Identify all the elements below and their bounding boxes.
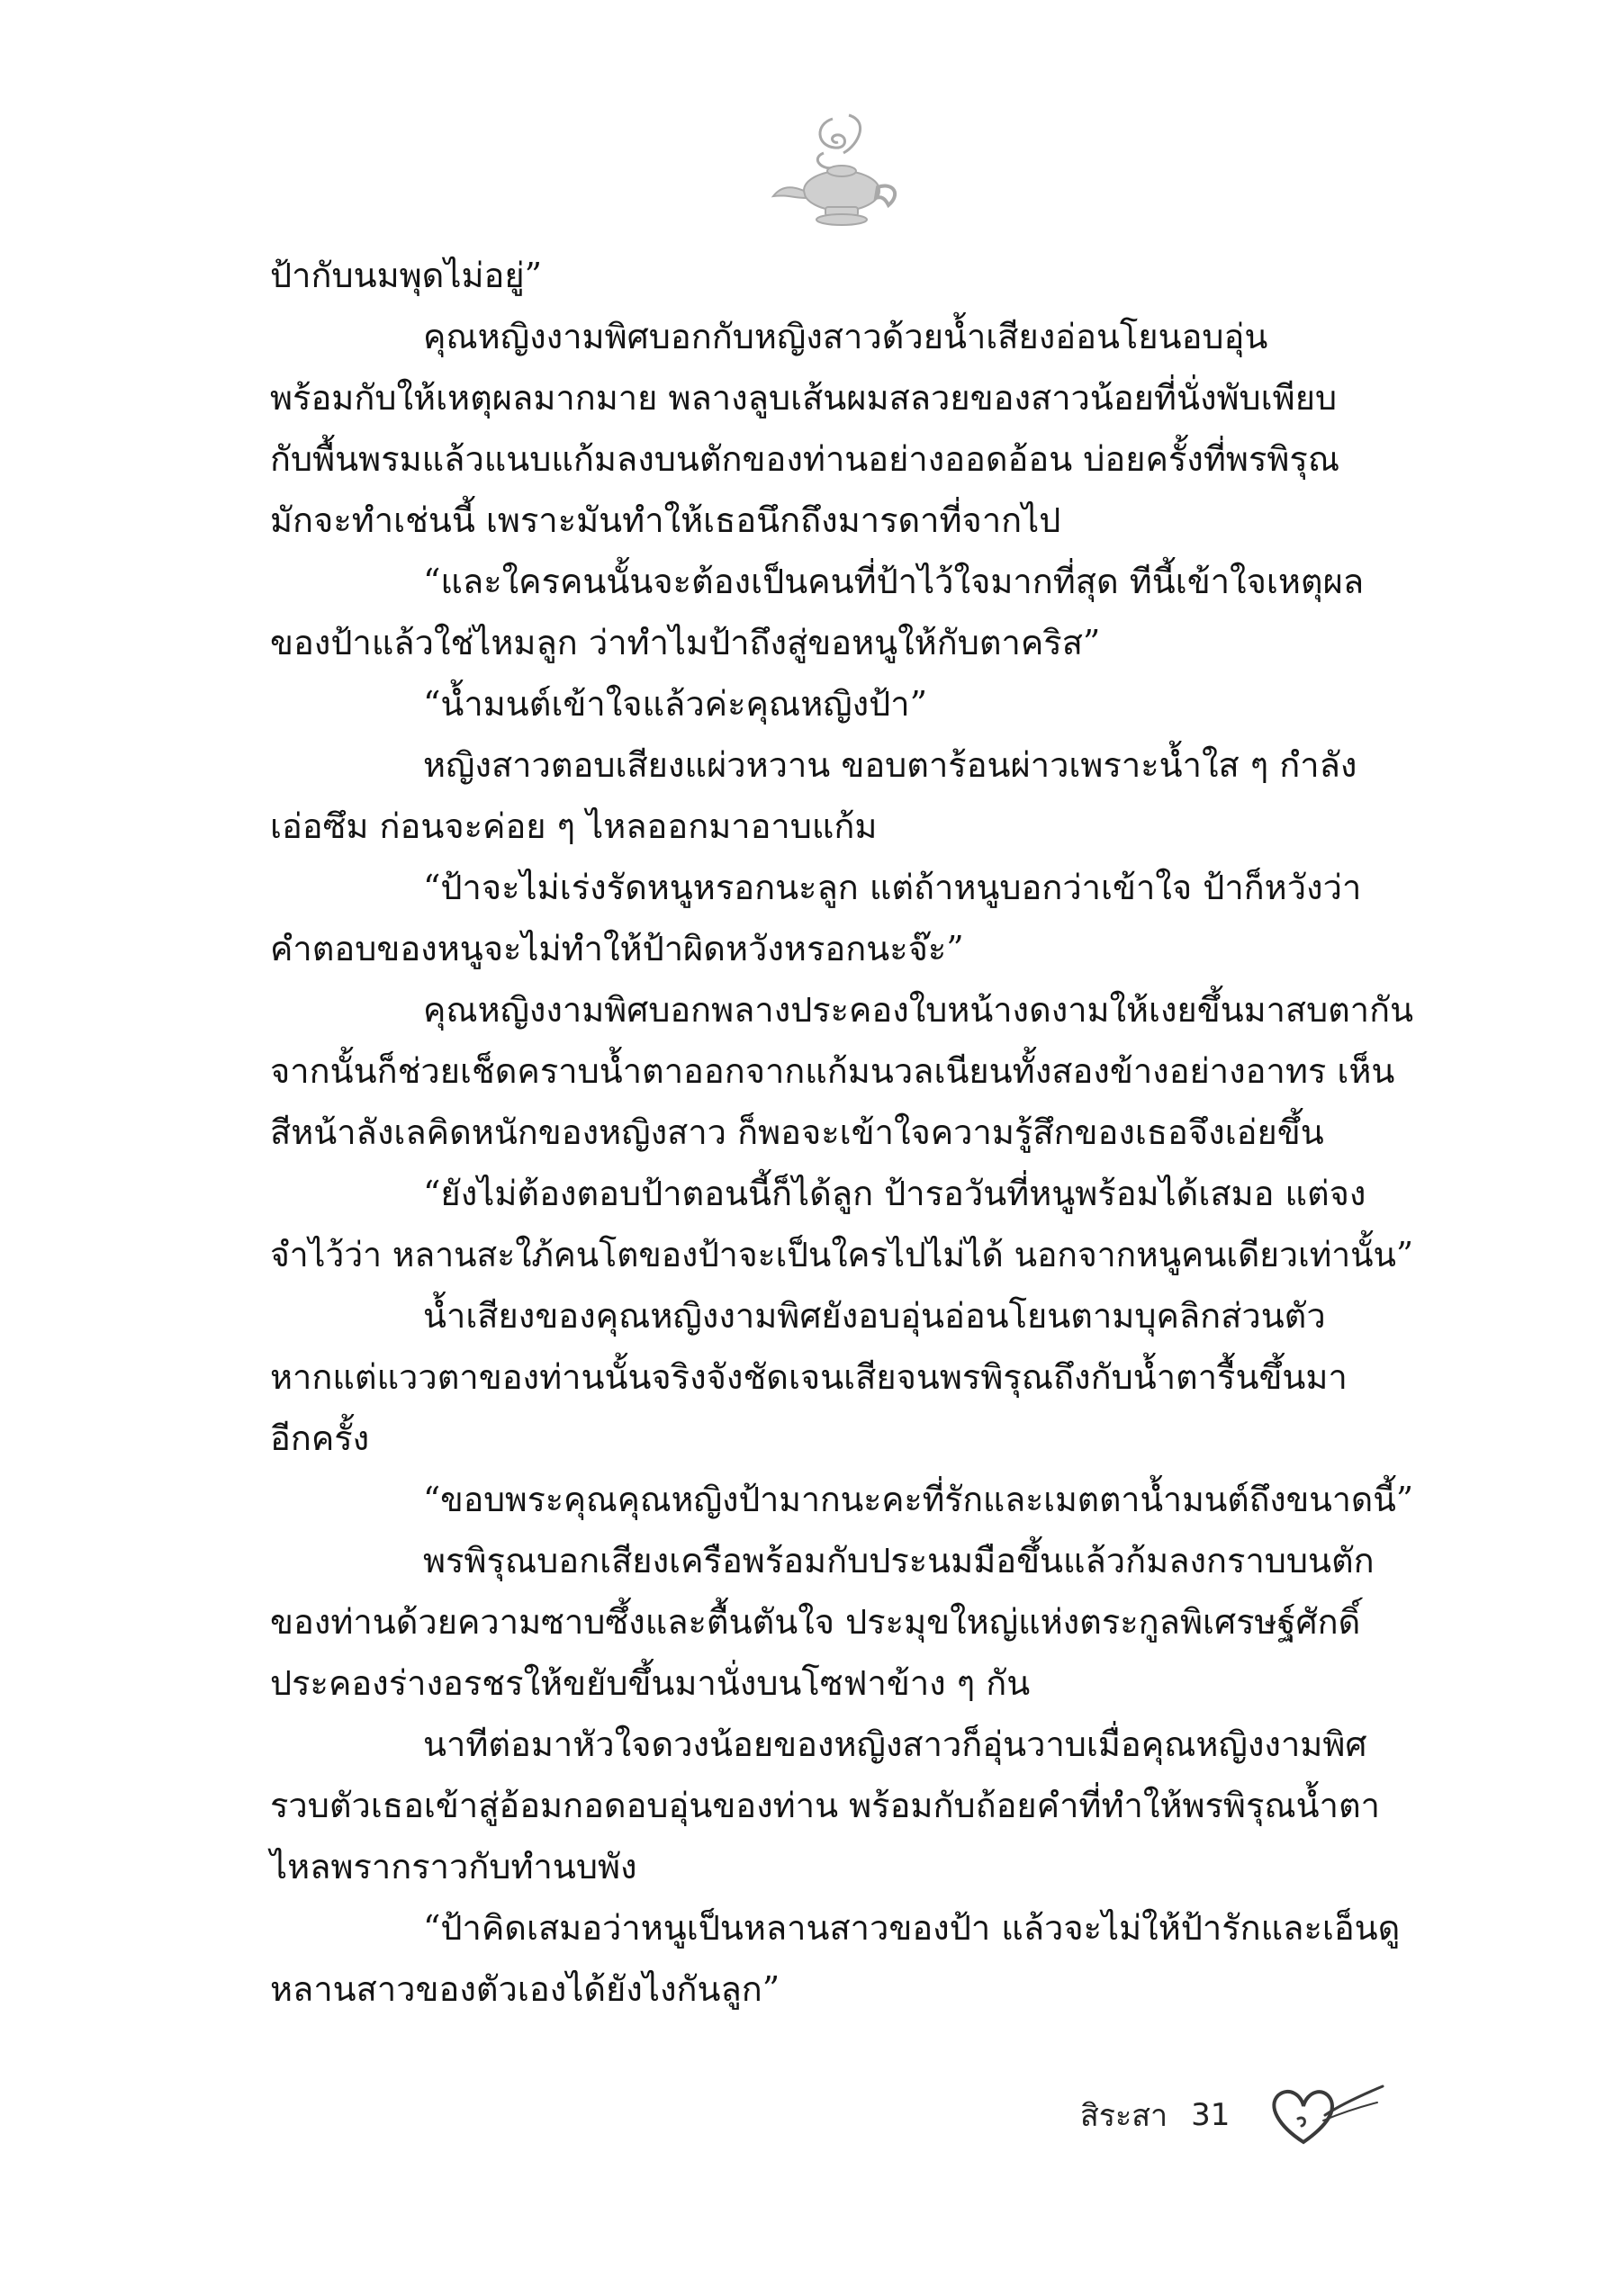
text-line: ป้ากับนมพุดไม่อยู่”	[270, 256, 543, 295]
text-line: พร้อมกับให้เหตุผลมากมาย พลางลูบเส้นผมสลวยของสาวน้อยที่นั่งพับเพียบ	[270, 378, 1338, 418]
text-line: ประคองร่างอรชรให้ขยับขึ้นมานั่งบนโซฟาข้าง ๆ กัน	[270, 1663, 1031, 1703]
text-line: ของท่านด้วยความซาบซึ้งและตื้นตันใจ ประมุขใหญ่แห่งตระกูลพิเศรษฐ์ศักดิ์	[270, 1602, 1361, 1642]
text-line: จำไว้ว่า หลานสะใภ้คนโตของป้าจะเป็นใครไปไม่ได้ นอกจากหนูคนเดียวเท่านั้น”	[270, 1235, 1413, 1274]
text-line: รวบตัวเธอเข้าสู่อ้อมกอดอบอุ่นของท่าน พร้อมกับถ้อยคำที่ทำให้พรพิรุณน้ำตา	[270, 1786, 1380, 1825]
text-line: หลานสาวของตัวเองได้ยังไงกันลูก”	[270, 1969, 780, 2009]
text-line: เอ่อซึม ก่อนจะค่อย ๆ ไหลออกมาอาบแก้ม	[270, 806, 878, 846]
text-line: มักจะทำเช่นนี้ เพราะมันทำให้เธอนึกถึงมารดาที่จากไป	[270, 500, 1061, 540]
text-line: คำตอบของหนูจะไม่ทำให้ป้าผิดหวังหรอกนะจ๊ะ”	[270, 929, 964, 968]
text-line: อีกครั้ง	[270, 1418, 370, 1458]
book-title: สิระสา	[1080, 2098, 1168, 2134]
text-line: น้ำเสียงของคุณหญิงงามพิศยังอบอุ่นอ่อนโยนตามบุคลิกส่วนตัว	[423, 1296, 1326, 1336]
text-line: “ป้าจะไม่เร่งรัดหนูหรอกนะลูก แต่ถ้าหนูบอกว่าเข้าใจ ป้าก็หวังว่า	[423, 868, 1362, 907]
text-line: คุณหญิงงามพิศบอกพลางประคองใบหน้างดงามให้เงยขึ้นมาสบตากัน	[423, 990, 1413, 1030]
text-line: ไหลพรากราวกับทำนบพัง	[270, 1847, 637, 1886]
text-line: “ป้าคิดเสมอว่าหนูเป็นหลานสาวของป้า แล้วจะไม่ให้ป้ารักและเอ็นดู	[423, 1908, 1401, 1948]
body-text	[270, 245, 1413, 2020]
text-line: “ขอบพระคุณคุณหญิงป้ามากนะคะที่รักและเมตตาน้ำมนต์ถึงขนาดนี้”	[423, 1480, 1413, 1519]
text-line: “และใครคนนั้นจะต้องเป็นคนที่ป้าไว้ใจมากที่สุด ทีนี้เข้าใจเหตุผล	[423, 562, 1365, 601]
text-line: จากนั้นก็ช่วยเช็ดคราบน้ำตาออกจากแก้มนวลเนียนทั้งสองข้างอย่างอาทร เห็น	[270, 1051, 1395, 1091]
text-line: “น้ำมนต์เข้าใจแล้วค่ะคุณหญิงป้า”	[423, 684, 928, 724]
page-number: 31	[1191, 2097, 1231, 2133]
text-line: นาทีต่อมาหัวใจดวงน้อยของหญิงสาวก็อุ่นวาบเมื่อคุณหญิงงามพิศ	[423, 1724, 1367, 1764]
genie-lamp-icon	[770, 108, 905, 230]
heart-flourish-icon	[1251, 2079, 1386, 2151]
text-line: กับพื้นพรมแล้วแนบแก้มลงบนตักของท่านอย่างออดอ้อน บ่อยครั้งที่พรพิรุณ	[270, 439, 1340, 479]
text-line: “ยังไม่ต้องตอบป้าตอนนี้ก็ได้ลูก ป้ารอวันที่หนูพร้อมได้เสมอ แต่จง	[423, 1174, 1366, 1213]
text-line: พรพิรุณบอกเสียงเครือพร้อมกับประนมมือขึ้นแล้วก้มลงกราบบนตัก	[423, 1541, 1375, 1580]
text-line: ของป้าแล้วใช่ไหมลูก ว่าทำไมป้าถึงสู่ขอหนูให้กับตาคริส”	[270, 623, 1101, 662]
page-footer	[1080, 2079, 1386, 2151]
text-line: หากแต่แววตาของท่านนั้นจริงจังชัดเจนเสียจนพรพิรุณถึงกับน้ำตารื้นขึ้นมา	[270, 1357, 1348, 1397]
text-line: หญิงสาวตอบเสียงแผ่วหวาน ขอบตาร้อนผ่าวเพราะน้ำใส ๆ กำลัง	[423, 745, 1357, 785]
text-line: คุณหญิงงามพิศบอกกับหญิงสาวด้วยน้ำเสียงอ่อนโยนอบอุ่น	[423, 317, 1268, 356]
text-line: สีหน้าลังเลคิดหนักของหญิงสาว ก็พอจะเข้าใจความรู้สึกของเธอจึงเอ่ยขึ้น	[270, 1112, 1324, 1152]
